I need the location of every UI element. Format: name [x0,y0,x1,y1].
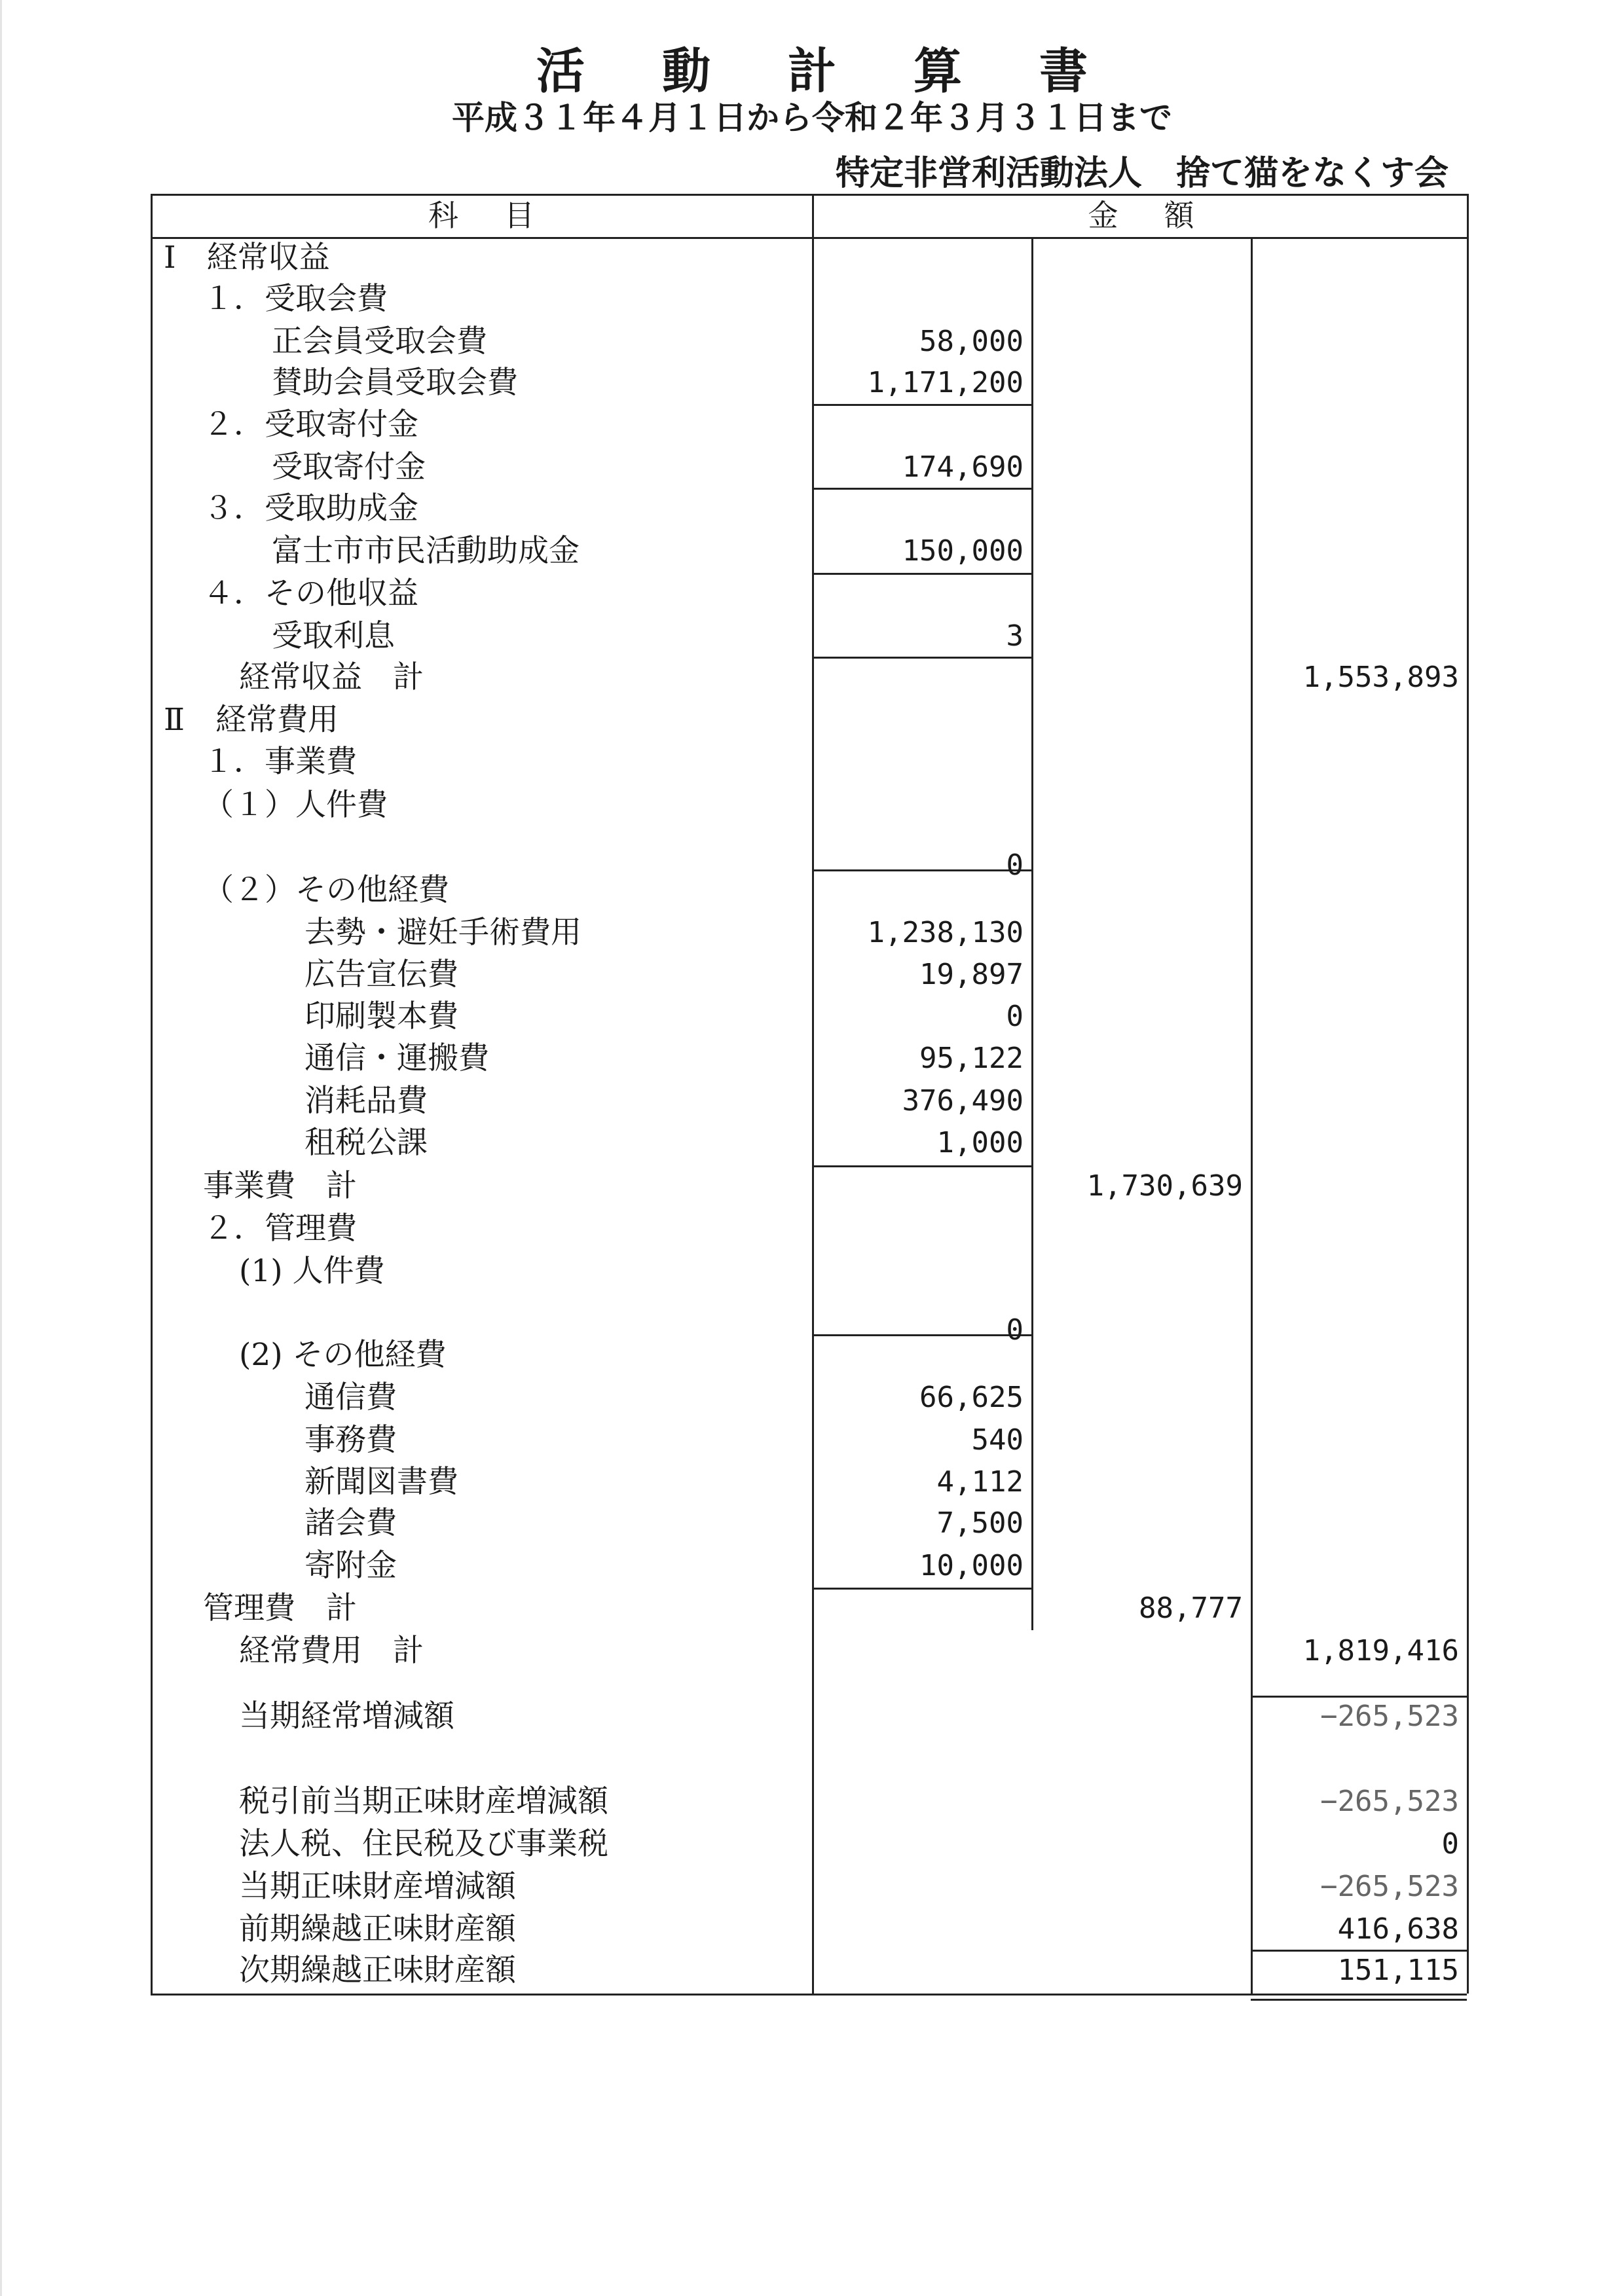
double-underline [1251,1999,1467,2001]
row-amount-c1: 150,000 [902,534,1024,568]
row-amount-c1: 376,490 [902,1084,1024,1118]
row-label: 新聞図書費 [304,1464,458,1500]
row-amount-c1: 58,000 [919,325,1024,358]
row-label: 消耗品費 [304,1083,428,1119]
row-amount-c1: 174,690 [902,450,1024,484]
row-amount-c1: 66,625 [919,1381,1024,1414]
row-amount-c1: 540 [971,1423,1024,1457]
row-label: ４．その他収益 [203,575,418,611]
row-label: 当期正味財産増減額 [239,1868,516,1904]
row-amount-c1: 0 [1006,1000,1024,1033]
header-bottom-border [151,237,1467,239]
subtotal-rule [812,573,1031,575]
row-label: 通信費 [304,1379,397,1415]
row-amount-c1: 10,000 [919,1549,1024,1582]
row-amount-c1: 4,112 [936,1465,1024,1499]
subtotal-rule [812,404,1031,406]
table-right-border [1467,194,1469,1994]
row-label: 法人税、住民税及び事業税 [239,1826,608,1862]
row-amount-c3: 151,115 [1337,1954,1459,1987]
row-label: 受取寄付金 [272,449,426,485]
row-label: Ⅱ 経常費用 [164,702,339,738]
row-amount-c3: −265,523 [1320,1785,1459,1818]
row-label: 事業費 計 [203,1168,357,1204]
row-label: (1) 人件費 [239,1253,385,1289]
row-label: １．事業費 [203,744,357,780]
row-label: ２．管理費 [203,1211,357,1247]
column-divider-2 [1031,237,1033,1630]
row-amount-c1: 1,000 [936,1126,1024,1159]
row-label: 経常費用 計 [239,1633,424,1669]
row-label: 管理費 計 [203,1590,357,1626]
row-amount-c1: 0 [1006,1313,1024,1347]
row-label: Ⅰ 経常収益 [164,240,330,276]
row-amount-c1: 3 [1006,619,1024,653]
row-label: 印刷製本費 [304,998,458,1034]
row-label: 事務費 [304,1422,397,1458]
fiscal-period: 平成３１年４月１日から令和２年３月３１日まで [452,98,1172,137]
row-amount-c1: 0 [1006,848,1024,882]
row-label: ３．受取助成金 [203,490,418,526]
header-amount: 金額 [1088,198,1240,233]
scan-margin-edge [0,0,2,2296]
row-amount-c1: 1,238,130 [867,916,1024,949]
document-title: 活動計算書 [536,43,1165,100]
row-label: 富士市市民活動助成金 [272,533,580,569]
row-label: 経常収益 計 [239,659,424,695]
row-label: 当期経常増減額 [239,1698,454,1734]
header-subject: 科目 [428,198,580,233]
row-label: 正会員受取会費 [272,323,487,359]
row-label: ２．受取寄付金 [203,407,418,443]
row-amount-c1: 1,171,200 [867,366,1024,399]
row-amount-c1: 95,122 [919,1042,1024,1075]
row-label: 広告宣伝費 [304,957,458,993]
subtotal-rule [812,1588,1031,1590]
row-label: 前期繰越正味財産額 [239,1911,516,1947]
row-label: 税引前当期正味財産増減額 [239,1783,608,1819]
row-label: 次期繰越正味財産額 [239,1952,516,1988]
row-label: （１）人件費 [203,787,388,823]
row-label: １．受取会費 [203,281,388,317]
row-label: 去勢・避妊手術費用 [304,915,581,951]
row-label: （２）その他経費 [203,872,449,908]
row-amount-c3: −265,523 [1320,1870,1459,1903]
table-bottom-border [151,1994,1467,1995]
row-label: 諸会費 [304,1505,397,1541]
row-label: 租税公課 [304,1125,428,1161]
row-label: 通信・運搬費 [304,1040,489,1076]
row-amount-c2: 88,777 [1139,1592,1243,1625]
row-label: 寄附金 [304,1548,397,1584]
table-top-border [151,194,1467,196]
row-amount-c3: 1,819,416 [1302,1634,1459,1667]
row-amount-c2: 1,730,639 [1086,1169,1243,1203]
row-label: 受取利息 [272,618,395,654]
organization-name: 特定非営利活動法人 捨て猫をなくす会 [835,153,1449,193]
table-left-border [151,194,153,1994]
row-amount-c1: 19,897 [919,958,1024,991]
row-amount-c3: 416,638 [1337,1912,1459,1946]
row-label: 賛助会員受取会費 [272,365,518,401]
row-amount-c3: −265,523 [1320,1700,1459,1733]
subtotal-rule [812,1165,1031,1167]
row-amount-c3: 1,553,893 [1302,661,1459,694]
row-amount-c1: 7,500 [936,1506,1024,1540]
row-label: (2) その他経費 [239,1337,447,1373]
row-amount-c3: 0 [1441,1827,1459,1861]
